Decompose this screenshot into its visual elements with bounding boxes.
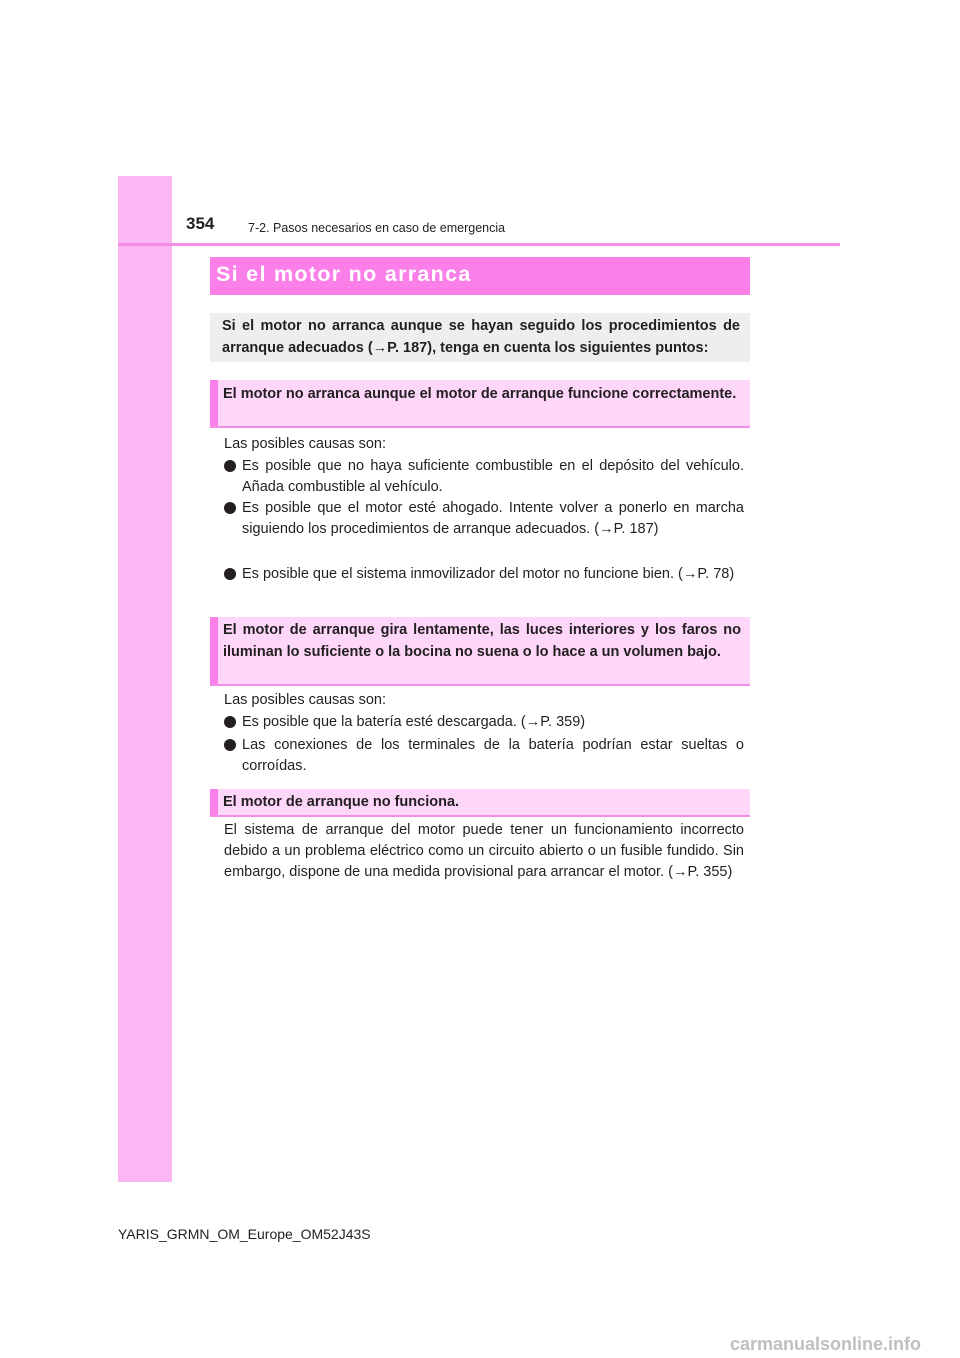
section-header: 7-2. Pasos necesarios en caso de emergencia xyxy=(248,221,506,235)
list-item xyxy=(224,564,744,585)
list-item-text: Es posible que la batería esté descargada. (→P. 359) xyxy=(242,714,586,730)
section-body-3: El sistema de arranque del motor puede tener un funcionamiento incorrecto debido a un problema eléctrico como un circuito abierto o un fusible fundido. Sin embargo, dispone de una medida provisional para arrancar el motor. (→P. 355) xyxy=(224,822,744,880)
subheading-2: El motor de arranque gira lentamente, las luces interiores y los faros no iluminan lo suficiente o la bocina no suena o lo hace a un volumen bajo. xyxy=(223,622,741,660)
causes-lead-1: Las posibles causas son: xyxy=(224,436,387,452)
header-divider xyxy=(118,243,840,246)
list-item xyxy=(224,498,744,540)
subheading-3: El motor de arranque no funciona. xyxy=(223,794,460,810)
bullet-dot-icon xyxy=(224,460,236,472)
watermark: carmanualsonline.info xyxy=(730,1334,922,1354)
document-code: YARIS_GRMN_OM_Europe_OM52J43S xyxy=(118,1226,371,1242)
causes-lead-2: Las posibles causas son: xyxy=(224,692,387,708)
side-color-band xyxy=(118,176,172,1182)
bullet-dot-icon xyxy=(224,568,236,580)
page-title: Si el motor no arranca xyxy=(216,262,472,286)
list-item xyxy=(224,712,744,733)
list-item-text: Es posible que el sistema inmovilizador del motor no funcione bien. (→P. 78) xyxy=(242,566,735,582)
list-item xyxy=(224,735,744,777)
subheading-1: El motor no arranca aunque el motor de arranque funcione correctamente. xyxy=(223,386,737,402)
list-item-text: Es posible que el motor esté ahogado. Intente volver a ponerlo en marcha siguiendo los procedimientos de arranque adecuados. (→P. 187) xyxy=(242,500,744,537)
list-item-text: Es posible que no haya suficiente combustible en el depósito del vehículo. Añada combustible al vehículo. xyxy=(242,458,744,495)
bullet-dot-icon xyxy=(224,739,236,751)
intro-text: Si el motor no arranca aunque se hayan seguido los procedimientos de arranque adecuados (→P. 187), tenga en cuenta los siguientes puntos: xyxy=(222,318,740,356)
page-number: 354 xyxy=(186,214,215,233)
bullet-dot-icon xyxy=(224,716,236,728)
bullet-dot-icon xyxy=(224,502,236,514)
list-item xyxy=(224,456,744,498)
list-item-text: Las conexiones de los terminales de la batería podrían estar sueltas o corroídas. xyxy=(242,737,744,774)
